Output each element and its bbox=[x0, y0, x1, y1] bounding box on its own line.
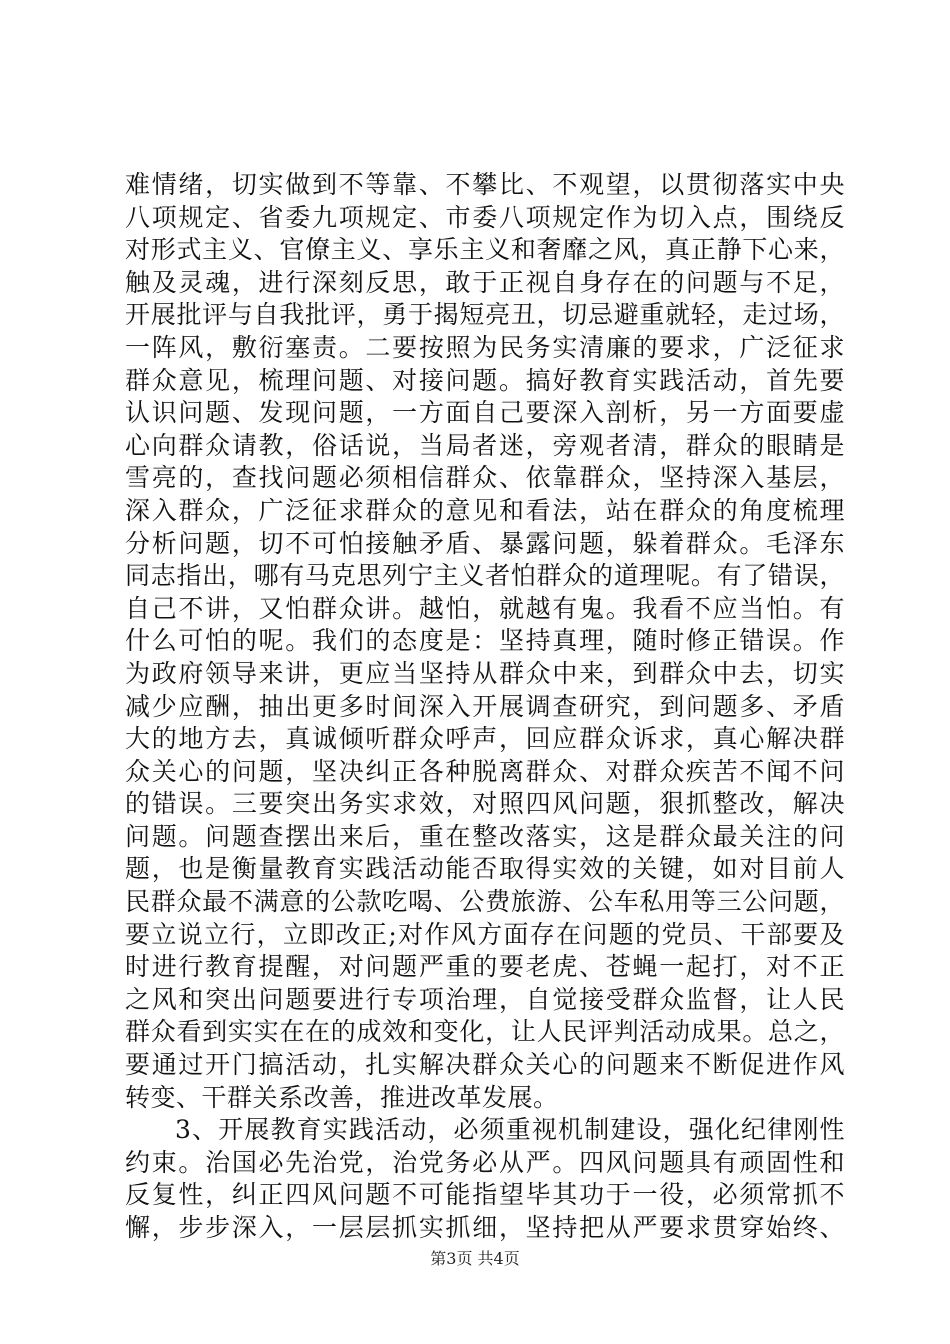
text-line: 雪亮的，查找问题必须相信群众、依靠群众，坚持深入基层， bbox=[125, 463, 845, 493]
text-line: 自己不讲，又怕群众讲。越怕，就越有鬼。我看不应当怕。有 bbox=[125, 593, 845, 623]
paragraph-end-line: 转变、干群关系改善，推进改革发展。 bbox=[125, 1082, 559, 1112]
text-line: 触及灵魂，进行深刻反思，敢于正视自身存在的问题与不足， bbox=[125, 267, 845, 297]
text-line: 深入群众，广泛征求群众的意见和看法，站在群众的角度梳理 bbox=[125, 495, 845, 525]
text-line: 时进行教育提醒，对问题严重的要老虎、苍蝇一起打，对不正 bbox=[125, 952, 845, 982]
text-line: 认识问题、发现问题，一方面自己要深入剖析，另一方面要虚 bbox=[125, 398, 845, 428]
text-line: 分析问题，切不可怕接触矛盾、暴露问题，躲着群众。毛泽东 bbox=[125, 528, 845, 558]
text-line: 众关心的问题，坚决纠正各种脱离群众、对群众疾苦不闻不问 bbox=[125, 756, 845, 786]
text-line: 约束。治国必先治党，治党务必从严。四风问题具有顽固性和 bbox=[125, 1147, 845, 1177]
text-line: 对形式主义、官僚主义、享乐主义和奢靡之风，真正静下心来， bbox=[125, 235, 845, 265]
paragraph-start-line: 3、开展教育实践活动，必须重视机制建设，强化纪律刚性 bbox=[175, 1115, 845, 1145]
text-line: 减少应酬，抽出更多时间深入开展调查研究，到问题多、矛盾 bbox=[125, 691, 845, 721]
text-line: 懈，步步深入，一层层抓实抓细，坚持把从严要求贯穿始终、 bbox=[125, 1213, 845, 1242]
text-line: 什么可怕的呢。我们的态度是：坚持真理，随时修正错误。作 bbox=[125, 626, 845, 656]
text-line: 要立说立行，立即改正;对作风方面存在问题的党员、干部要及 bbox=[125, 919, 845, 949]
text-line: 要通过开门搞活动，扎实解决群众关心的问题来不断促进作风 bbox=[125, 1050, 845, 1080]
text-line: 群众看到实实在在的成效和变化，让人民评判活动成果。总之， bbox=[125, 1017, 845, 1047]
text-line: 反复性，纠正四风问题不可能指望毕其功于一役，必须常抓不 bbox=[125, 1180, 845, 1210]
text-line: 一阵风，敷衍塞责。二要按照为民务实清廉的要求，广泛征求 bbox=[125, 332, 845, 362]
text-line: 问题。问题查摆出来后，重在整改落实，这是群众最关注的问 bbox=[125, 821, 845, 851]
text-line: 八项规定、省委九项规定、市委八项规定作为切入点，围绕反 bbox=[125, 202, 845, 232]
text-line: 开展批评与自我批评，勇于揭短亮丑，切忌避重就轻，走过场， bbox=[125, 300, 845, 330]
body-text bbox=[125, 169, 845, 1245]
text-line: 大的地方去，真诚倾听群众呼声，回应群众诉求，真心解决群 bbox=[125, 724, 845, 754]
text-line: 题，也是衡量教育实践活动能否取得实效的关键，如对目前人 bbox=[125, 854, 845, 884]
page-number-footer: 第3页 共4页 bbox=[430, 1249, 520, 1268]
text-line: 同志指出，哪有马克思列宁主义者怕群众的道理呢。有了错误， bbox=[125, 561, 845, 591]
text-line: 心向群众请教，俗话说，当局者迷，旁观者清，群众的眼睛是 bbox=[125, 430, 845, 460]
text-line: 之风和突出问题要进行专项治理，自觉接受群众监督，让人民 bbox=[125, 984, 845, 1014]
text-line: 民群众最不满意的公款吃喝、公费旅游、公车私用等三公问题， bbox=[125, 887, 845, 917]
text-line: 群众意见，梳理问题、对接问题。搞好教育实践活动，首先要 bbox=[125, 365, 845, 395]
text-line: 的错误。三要突出务实求效，对照四风问题，狠抓整改，解决 bbox=[125, 789, 845, 819]
text-line: 为政府领导来讲，更应当坚持从群众中来，到群众中去，切实 bbox=[125, 658, 845, 688]
text-line: 难情绪，切实做到不等靠、不攀比、不观望，以贯彻落实中央 bbox=[125, 170, 845, 199]
